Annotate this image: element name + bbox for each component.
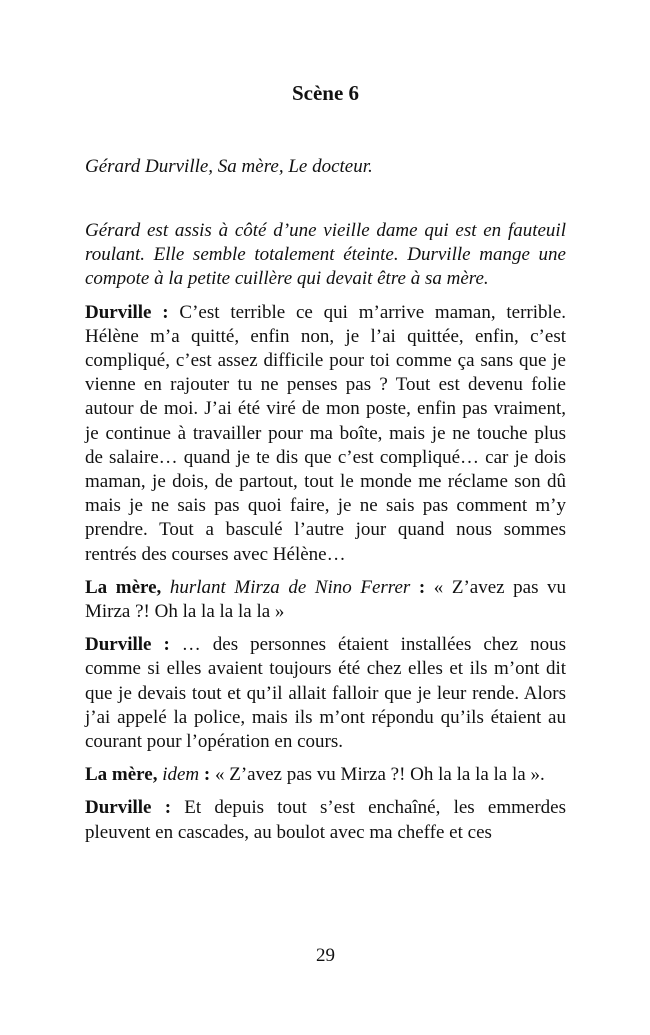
book-page	[85, 0, 566, 1035]
play-text	[85, 219, 566, 854]
dialogue-line	[85, 576, 566, 624]
stage-direction: Gérard est assis à côté d’une vieille dame qui est en fauteuil roulant. Elle semble totalement éteinte. Durville mange une compote à la petite cuillère qui devait être à sa mère.	[85, 220, 566, 290]
dialogue-line	[85, 633, 566, 754]
speaker-colon: :	[418, 576, 426, 598]
dialogue-line	[85, 301, 566, 567]
character-list: Gérard Durville, Sa mère, Le docteur.	[85, 156, 373, 177]
dialogue-text: … des personnes étaient installées chez nous comme si elles avaient toujours été chez elles et ils m’ont dit que je devais tout et qu’il allait falloir que je leur rende. Alors j’ai appelé la police, mais ils m’ont répondu qu’ils étaient au courant pour l’opération en cours.	[85, 634, 566, 753]
dialogue-text: « Z’avez pas vu Mirza ?! Oh la la la la la »	[85, 576, 567, 623]
speaker-direction: idem	[162, 764, 200, 786]
dialogue-text: Et depuis tout s’est enchaîné, les emmerdes pleuvent en cascades, au boulot avec ma cheffe et ces	[85, 797, 567, 843]
scene-title: Scène 6	[291, 81, 360, 105]
speaker-name: La mère,	[85, 576, 162, 598]
dialogue-text: « Z’avez pas vu Mirza ?! Oh la la la la la ».	[214, 764, 545, 786]
speaker-name: Durville :	[85, 634, 170, 656]
page-number: 29	[316, 945, 335, 966]
dialogue-line	[85, 763, 566, 787]
dialogue-line	[85, 796, 566, 844]
speaker-name: Durville :	[85, 797, 172, 819]
speaker-name: Durville :	[85, 301, 169, 323]
speaker-direction: hurlant Mirza de Nino Ferrer	[169, 576, 411, 598]
speaker-name: La mère,	[85, 764, 158, 786]
speaker-colon: :	[203, 764, 211, 786]
dialogue-text: C’est terrible ce qui m’arrive maman, terrible. Hélène m’a quitté, enfin non, je l’ai quittée, enfin, c’est compliqué, c’est assez difficile pour toi comme ça sans que je vienne en rajouter tu ne penses pas ? Tout est devenu folie autour de moi. J’ai été viré de mon poste, enfin pas vraiment, je continue à travailler pour ma boîte, mais je ne touche plus de salaire… quand je te dis que c’est compliqué… car je dois maman, je dois, de partout, tout le monde me réclame son dû mais je ne sais pas quoi faire, je ne sais pas comment m’y prendre. Tout a basculé l’autre jour quand nous sommes rentrés des courses avec Hélène…	[85, 301, 566, 565]
